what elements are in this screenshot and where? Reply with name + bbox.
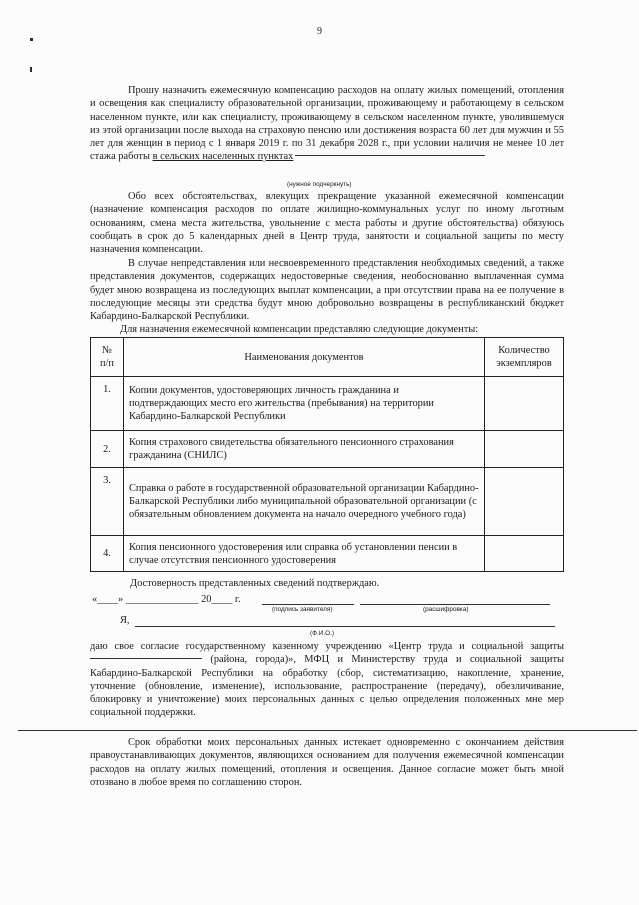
fio-line[interactable] xyxy=(135,626,555,627)
table-header-row xyxy=(91,338,564,377)
row-quantity-cell xyxy=(485,431,564,468)
header-document-name: Наименования документов xyxy=(124,338,485,377)
documents-intro: Для назначения ежемесячной компенсации представляю следующие документы: xyxy=(120,324,479,335)
decode-hint: (расшифровка) xyxy=(423,606,469,613)
row-quantity-cell xyxy=(485,377,564,431)
row-number: 4. xyxy=(91,536,124,572)
row-number: 1. xyxy=(91,377,124,431)
row-quantity-cell xyxy=(485,468,564,536)
decode-line[interactable] xyxy=(360,604,550,605)
row-document-name: Копии документов, удостоверяющих личность гражданина и подтверждающих место его жительства (пребывания) на территории Кабардино-Балкарской Республики xyxy=(124,377,485,431)
scan-speck xyxy=(30,67,32,72)
i-label: Я, xyxy=(120,615,130,626)
consent-paragraph: даю свое согласие государственному казенному учреждению «Центр труда и социальной защиты (района, города)», МФЦ и Министерству труда и социальной защиты Кабардино-Балкарской Республики на обработку (сбор, систематизацию, накопление, хранение, уточнение (обновление, изменение), использование, распространение (передачу), обезличивание, блокировку и уничтожение) моих персональных данных с целью определения положенных мне мер социальной поддержки. xyxy=(90,641,564,719)
date-field[interactable]: «____» ______________ 20____ г. xyxy=(92,594,241,605)
row-document-name: Копия пенсионного удостоверения или справка об установлении пенсии в случае отсутствия пенсионного удостоверения xyxy=(124,536,485,572)
section-rule xyxy=(18,730,637,731)
row-document-name: Копия страхового свидетельства обязательного пенсионного страхования гражданина (СНИЛС) xyxy=(124,431,485,468)
fio-hint: (Ф.И.О.) xyxy=(310,630,335,637)
row-quantity-cell xyxy=(485,536,564,572)
row-number: 2. xyxy=(91,431,124,468)
underlined-choice: в сельских населенных пунктах xyxy=(152,151,294,163)
term-paragraph: Срок обработки моих персональных данных истекает одновременно с окончанием действия правоустанавливающих документов, являющихся основанием для получения ежемесячной компенсации расходов на оплату жилых помещений, отопления и освещения. Данное согласие может быть мной отозвано в любое время по соглашению сторон. xyxy=(90,737,564,788)
table-row xyxy=(91,377,564,431)
confirmation-text: Достоверность представленных сведений подтверждаю. xyxy=(130,578,380,589)
header-quantity: Количество экземпляров xyxy=(485,338,564,377)
table-row xyxy=(91,431,564,468)
signature-line[interactable] xyxy=(262,604,354,605)
row-document-name: Справка о работе в государственной образовательной организации Кабардино-Балкарской Республики либо муниципальной образовательной организации (с обязательным обновлением документа на начало очередного учебного года) xyxy=(124,468,485,536)
table-row xyxy=(91,536,564,572)
row-number: 3. xyxy=(91,468,124,536)
scan-speck xyxy=(30,38,33,41)
request-paragraph: Прошу назначить ежемесячную компенсацию расходов на оплату жилых помещений, отопления и освещения как специалисту образовательной организации, проживающему и работающему в сельском населенном пункте, или как специалисту, проживающему в сельском населенном пункте, уволившемуся из этой организации после выхода на страховую пенсию или достижения возраста 60 лет для мужчин и 55 лет для женщин в период с 1 января 2019 г. по 31 декабря 2028 г., при условии наличия не менее 10 лет стажа работы в сельских населенных пунктах xyxy=(90,85,564,163)
underline-hint: (нужное подчеркнуть) xyxy=(287,181,352,188)
table-row xyxy=(91,468,564,536)
signature-hint: (подпись заявителя) xyxy=(272,606,333,613)
header-number: № п/п xyxy=(91,338,124,377)
page-number: 9 xyxy=(317,26,322,37)
failure-paragraph: В случае непредставления или несвоевременного представления необходимых сведений, а также представления документов, содержащих недостоверные сведения, необоснованно выплаченная сумма будет мною возвращена из последующих выплат компенсации, а при отсутствии права на ее получение в последующие месяцы эти средства будут мною добровольно возвращены в республиканский бюджет Кабардино-Балкарской Республики. xyxy=(90,258,564,323)
circumstances-paragraph: Обо всех обстоятельствах, влекущих прекращение указанной ежемесячной компенсации (назначение компенсация расходов по оплате жилищно-коммунальных услуг по иному льготным основаниям, смена места жительства, увольнение с места работы и другие обстоятельства) обязуюсь сообщать в срок до 5 календарных дней в Центр труда, занятости и социальной защиты по месту назначения компенсации. xyxy=(90,191,564,256)
documents-table xyxy=(90,337,564,572)
